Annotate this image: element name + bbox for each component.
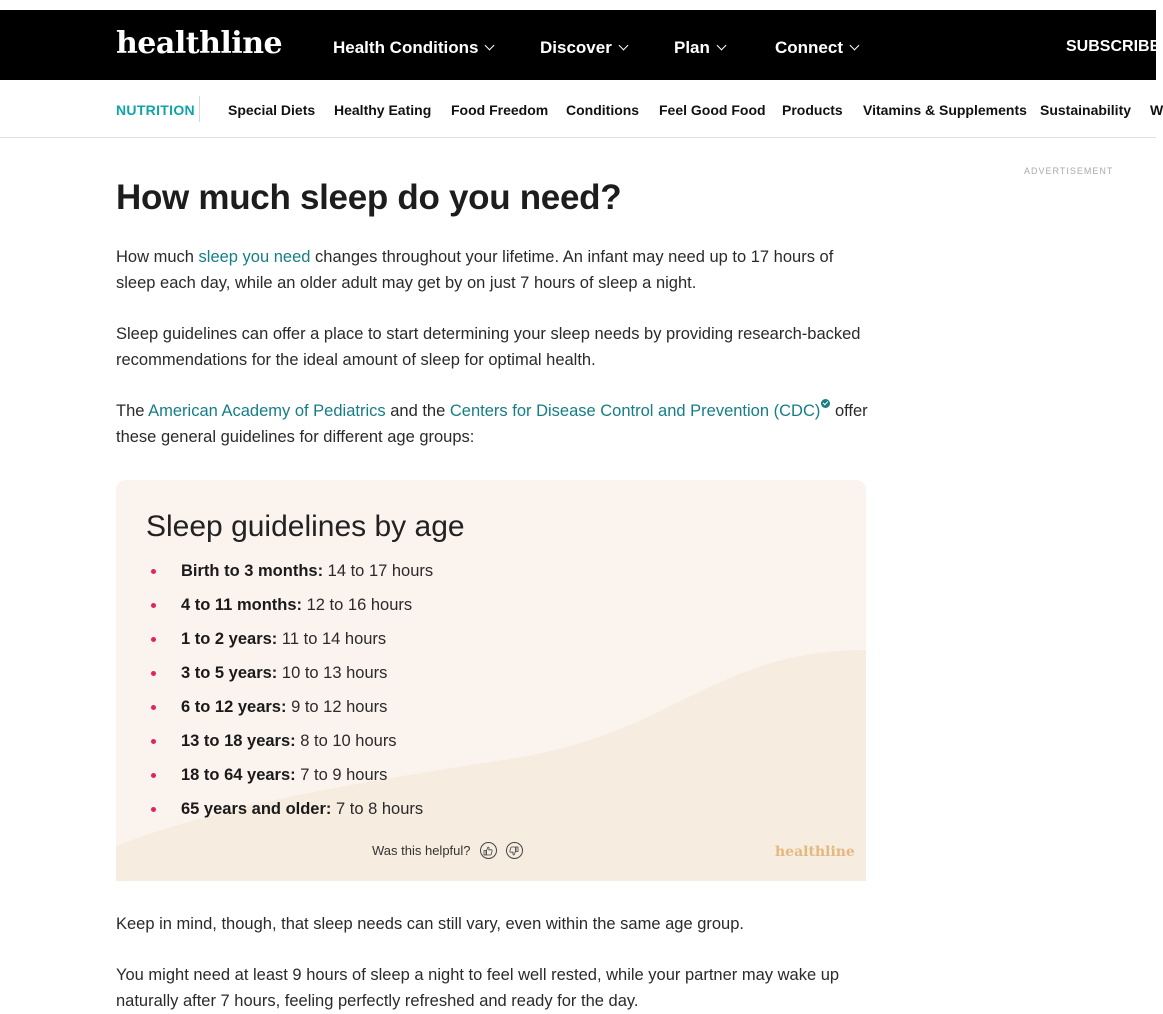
age-label: 13 to 18 years:	[181, 732, 296, 750]
subnav-item-food-freedom[interactable]: Food Freedom	[451, 102, 549, 118]
subnav-item-vitamins-supplements[interactable]: Vitamins & Supplements	[863, 102, 1027, 118]
chevron-down-icon	[485, 41, 495, 51]
page-title: How much sleep do you need?	[116, 178, 622, 217]
nav-plan[interactable]	[674, 38, 725, 58]
chevron-down-icon	[618, 41, 628, 51]
subnav-category[interactable]: NUTRITION	[116, 102, 195, 118]
list-item	[146, 562, 433, 596]
sleep-guidelines-list	[146, 562, 433, 834]
text-span: changes throughout your lifetime. An infant may need up to 17 hours of sleep each day, while an older adult may get by on just 7 hours of sleep a night.	[116, 248, 834, 292]
link-cdc[interactable]: Centers for Disease Control and Prevention (CDC)	[449, 402, 821, 420]
hours-value: 12 to 16 hours	[302, 596, 413, 614]
paragraph-sources	[116, 398, 868, 450]
link-sleep-you-need[interactable]: sleep you need	[198, 248, 311, 266]
subnav-item-truncated[interactable]: W	[1150, 102, 1163, 118]
nav-label: Plan	[674, 38, 710, 57]
age-label: 6 to 12 years:	[181, 698, 287, 716]
nav-health-conditions[interactable]	[333, 38, 493, 58]
thumbs-up-icon[interactable]	[480, 842, 497, 859]
text-span: and the	[385, 402, 450, 420]
nav-connect[interactable]	[775, 38, 858, 58]
thumbs-down-icon[interactable]	[506, 842, 523, 859]
nav-discover[interactable]	[540, 38, 627, 58]
subnav-item-products[interactable]: Products	[782, 102, 843, 118]
list-item	[146, 732, 433, 766]
list-item	[146, 664, 433, 698]
link-american-academy-of-pediatrics[interactable]: American Academy of Pediatrics	[148, 402, 386, 420]
text-span: How much	[116, 248, 199, 266]
subscribe-button[interactable]: SUBSCRIBE	[1066, 38, 1161, 55]
list-item	[146, 596, 433, 630]
card-title: Sleep guidelines by age	[146, 510, 465, 543]
subnav-item-special-diets[interactable]: Special Diets	[228, 102, 316, 118]
chevron-down-icon	[716, 41, 726, 51]
sub-navigation	[0, 80, 1163, 138]
age-label: 18 to 64 years:	[181, 766, 296, 784]
hours-value: 9 to 12 hours	[286, 698, 388, 716]
chevron-down-icon	[850, 41, 860, 51]
paragraph-intro	[116, 244, 868, 296]
bullet-icon	[151, 603, 156, 608]
bullet-icon	[151, 705, 156, 710]
list-item	[146, 630, 433, 664]
subnav-item-feel-good-food[interactable]: Feel Good Food	[659, 102, 766, 118]
age-label: 1 to 2 years:	[181, 630, 278, 648]
paragraph-example: You might need at least 9 hours of sleep a night to feel well rested, while your partner may wake up naturally after 7 hours, feeling perfectly refreshed and ready for the day.	[116, 966, 840, 1010]
paragraph-variation: Keep in mind, though, that sleep needs can still vary, even within the same age group.	[116, 915, 744, 933]
list-item	[146, 800, 433, 834]
bullet-icon	[151, 739, 156, 744]
top-strip	[0, 0, 1156, 10]
hours-value: 14 to 17 hours	[323, 562, 434, 580]
hours-value: 11 to 14 hours	[277, 630, 387, 648]
nav-label: Connect	[775, 38, 843, 57]
site-logo[interactable]: healthline	[116, 26, 283, 61]
bullet-icon	[151, 569, 156, 574]
nav-label: Discover	[540, 38, 612, 57]
paragraph-guidelines: Sleep guidelines can offer a place to start determining your sleep needs by providing research-backed recommendations for the ideal amount of sleep for optimal health.	[116, 325, 861, 369]
helpful-label: Was this helpful?	[372, 843, 471, 858]
nav-label: Health Conditions	[333, 38, 479, 57]
subnav-item-healthy-eating[interactable]: Healthy Eating	[334, 102, 432, 118]
bullet-icon	[151, 671, 156, 676]
bullet-icon	[151, 807, 156, 812]
list-item	[146, 766, 433, 800]
bullet-icon	[151, 637, 156, 642]
bullet-icon	[151, 773, 156, 778]
hours-value: 7 to 8 hours	[331, 800, 424, 818]
text-span: offer these general guidelines for different age groups:	[116, 402, 868, 446]
hours-value: 8 to 10 hours	[295, 732, 397, 750]
card-watermark-logo: healthline	[775, 844, 855, 860]
hours-value: 10 to 13 hours	[277, 664, 388, 682]
subnav-item-sustainability[interactable]: Sustainability	[1040, 102, 1132, 118]
age-label: Birth to 3 months:	[181, 562, 324, 580]
helpful-feedback	[372, 842, 523, 859]
advertisement-label: ADVERTISEMENT	[1024, 166, 1114, 176]
sleep-guidelines-card	[116, 480, 866, 881]
age-label: 65 years and older:	[181, 800, 332, 818]
list-item	[146, 698, 433, 732]
verified-check-icon	[821, 399, 830, 408]
age-label: 4 to 11 months:	[181, 596, 303, 614]
site-header	[0, 10, 1161, 80]
subnav-item-conditions[interactable]: Conditions	[566, 102, 640, 118]
subnav-divider	[199, 96, 200, 122]
hours-value: 7 to 9 hours	[295, 766, 388, 784]
age-label: 3 to 5 years:	[181, 664, 278, 682]
text-span: The	[116, 402, 149, 420]
